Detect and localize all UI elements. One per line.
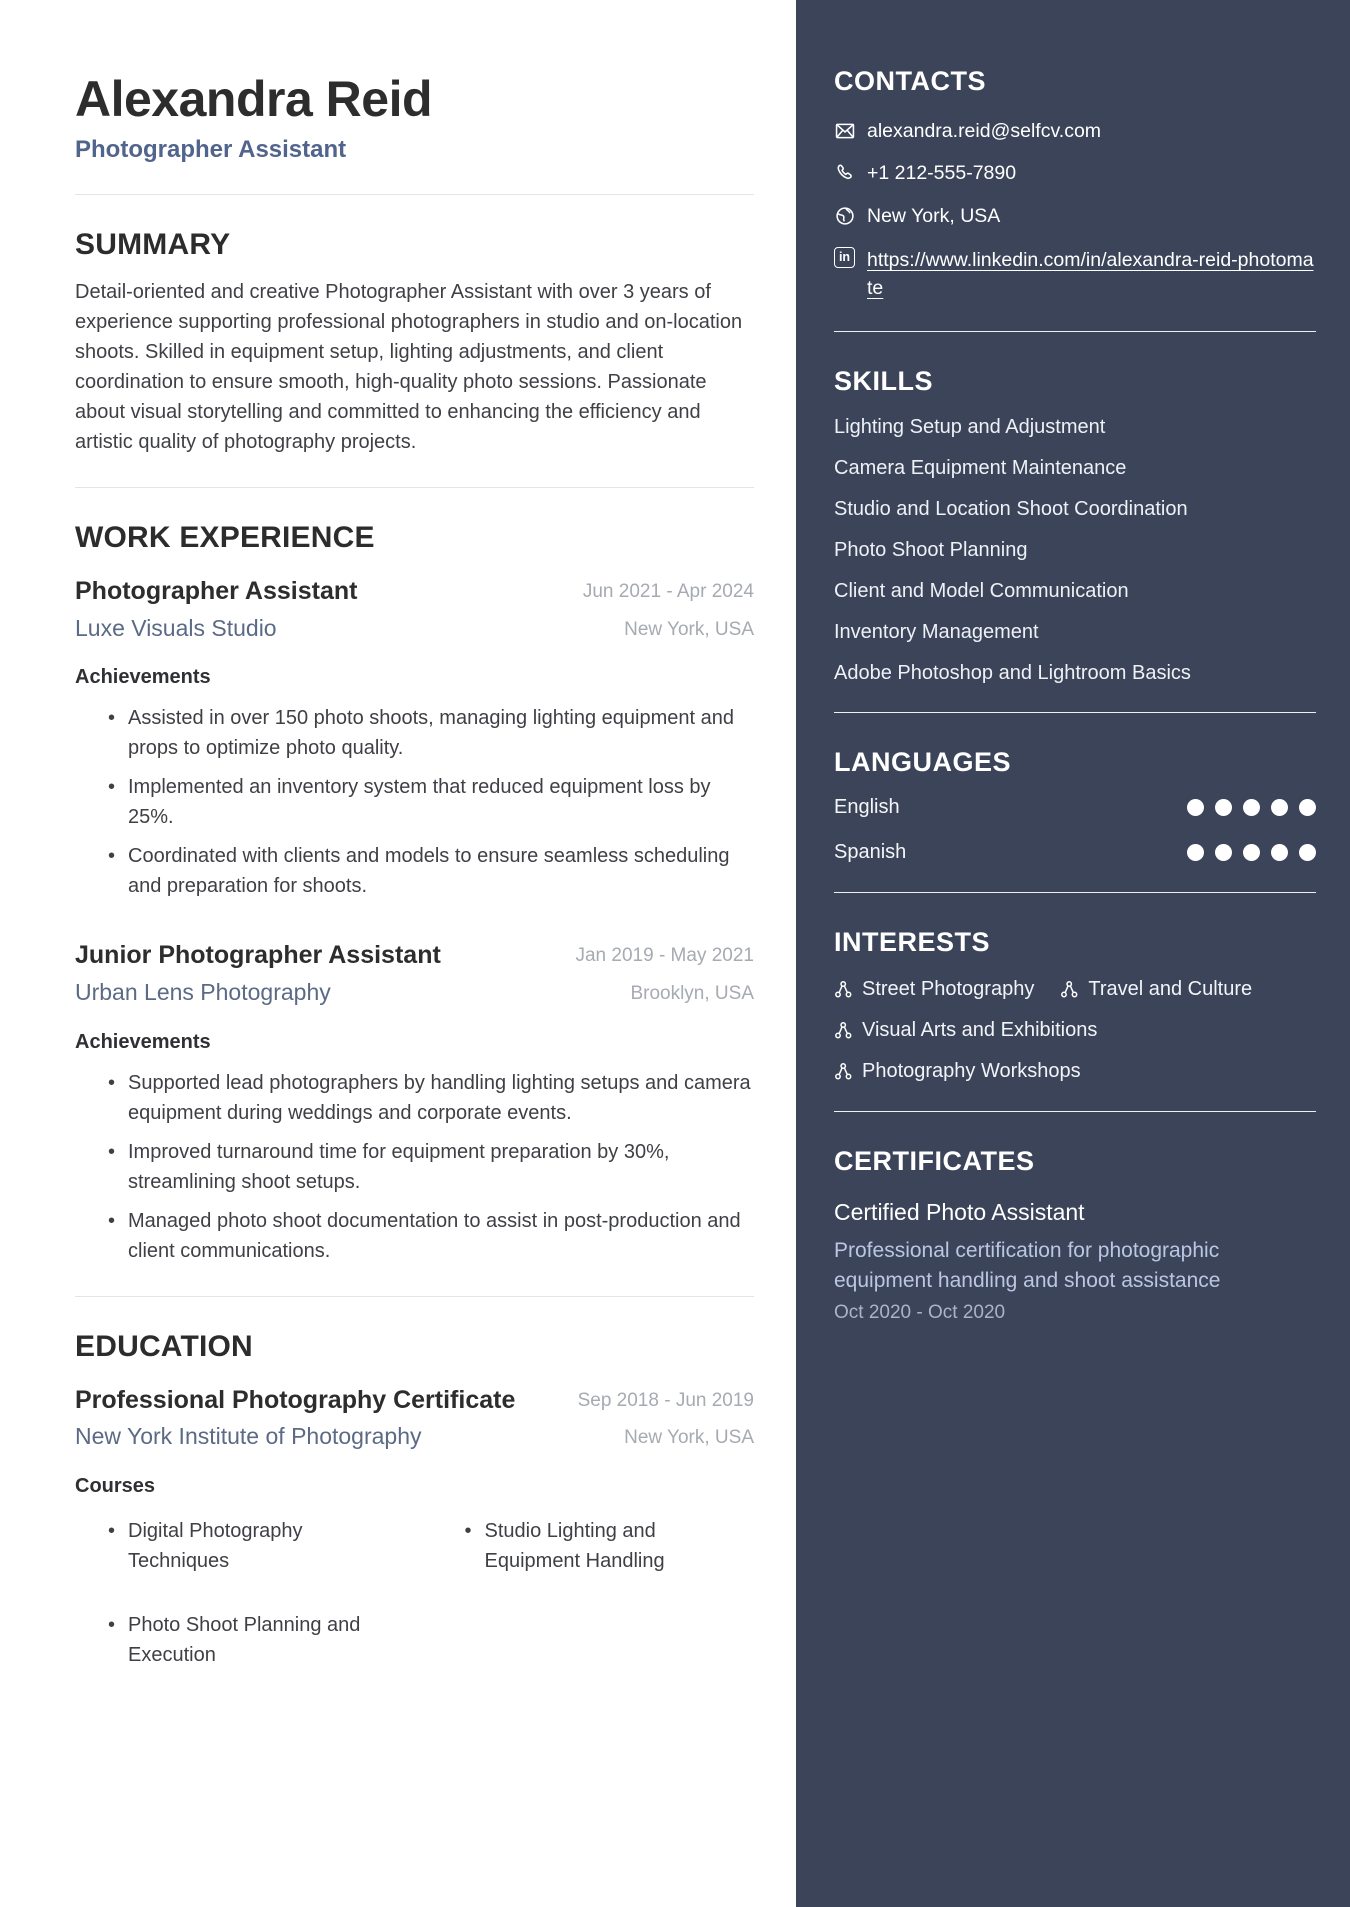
contact-phone-row [834,161,1316,186]
level-dot [1271,799,1288,816]
level-dot [1299,799,1316,816]
job-company: Luxe Visuals Studio [75,614,277,641]
interests-heading: INTERESTS [834,926,991,957]
divider [75,1296,754,1297]
skill-item: Photo Shoot Planning [834,538,1028,561]
skills-heading: SKILLS [834,365,934,396]
job-dates: Jun 2021 - Apr 2024 [582,581,754,602]
achievements-list [75,1068,754,1266]
summary-text: Detail-oriented and creative Photographer Assistant with over 3 years of experience supporting professional photographers in studio and on-location shoots. Skilled in equipment setup, lighting adjustments, and client coordination to ensure smooth, high-quality photo sessions. Passionate about visual storytelling and committed to enhancing the efficiency and artistic quality of photography projects. [75,281,743,453]
interest-list [834,978,1304,1083]
divider [75,487,754,488]
divider [834,892,1316,893]
summary-section [75,228,754,457]
job-entry [75,939,754,1265]
achievement-item: • Supported lead photographers by handling lighting setups and camera equipment during weddings and corporate events. [75,1068,754,1128]
job-header [75,939,754,1006]
courses-label: Courses [75,1474,156,1497]
contacts-section [834,66,1316,303]
language-row [834,796,1316,819]
certificate-description: Professional certification for photographic equipment handling and shoot assistance [834,1238,1221,1292]
linkedin-link[interactable]: https://www.linkedin.com/in/alexandra-reid-photomate [867,249,1314,300]
summary-heading: SUMMARY [75,228,231,261]
person-name: Alexandra Reid [75,71,433,127]
divider [834,712,1316,713]
skill-item: Adobe Photoshop and Lightroom Basics [834,661,1191,684]
contacts-heading: CONTACTS [834,66,986,96]
job-location: New York, USA [624,618,754,640]
interest-label: Photography Workshops [862,1059,1081,1082]
achievement-item: • Implemented an inventory system that reduced equipment loss by 25%. [75,772,754,832]
job-meta [575,939,754,1006]
level-dot [1243,799,1260,816]
achievements-label: Achievements [75,666,211,689]
skill-item: Lighting Setup and Adjustment [834,415,1106,438]
interests-section [834,927,1316,1083]
level-dot [1187,844,1204,861]
courses-list [432,1516,755,1576]
work-experience-section [75,521,754,1266]
interest-label: Travel and Culture [1088,977,1253,1000]
skill-item: Inventory Management [834,620,1039,643]
achievements-list [75,703,754,901]
level-dot [1215,844,1232,861]
achievements-label: Achievements [75,1030,211,1053]
certificate-entry [834,1199,1316,1325]
skill-item: Camera Equipment Maintenance [834,456,1127,479]
interest-network-icon [1060,980,1079,999]
languages-heading: LANGUAGES [834,746,1012,777]
achievement-item: • Improved turnaround time for equipment preparation by 30%, streamlining shoot setups. [75,1137,754,1197]
divider [75,194,754,195]
job-title-block [75,939,441,1006]
contact-email-row [834,119,1316,144]
achievement-item: • Coordinated with clients and models to ensure seamless scheduling and preparation for shoots. [75,841,754,901]
level-dot [1215,799,1232,816]
interest-item [1060,978,1252,1001]
job-header [75,575,754,642]
email-icon [834,120,856,142]
education-location: New York, USA [624,1427,754,1449]
job-company: Urban Lens Photography [75,978,331,1005]
education-meta [578,1384,754,1451]
language-name: Spanish [834,840,907,863]
job-location: Brooklyn, USA [630,982,754,1004]
sidebar [796,0,1350,1907]
contact-list [834,119,1316,303]
degree-title: Professional Photography Certificate [75,1385,516,1414]
divider [834,1111,1316,1112]
courses-columns [75,1502,754,1704]
skills-section [834,366,1316,684]
skill-item: Client and Model Communication [834,579,1129,602]
language-level-dots [1187,799,1316,816]
certificates-heading: CERTIFICATES [834,1145,1035,1176]
globe-icon [834,205,856,227]
certificate-name: Certified Photo Assistant [834,1198,1085,1225]
job-entry [75,575,754,901]
language-name: English [834,795,900,818]
education-section [75,1330,754,1704]
school-name: New York Institute of Photography [75,1423,422,1450]
job-title-block [75,575,357,642]
job-title: Photographer Assistant [75,577,358,605]
contact-email: alexandra.reid@selfcv.com [867,120,1102,142]
education-header [75,1384,754,1451]
interest-label: Visual Arts and Exhibitions [862,1018,1098,1041]
skill-item: Studio and Location Shoot Coordination [834,497,1188,520]
languages-section [834,747,1316,864]
education-heading: EDUCATION [75,1329,253,1363]
interest-network-icon [834,1021,853,1040]
level-dot [1243,844,1260,861]
course-item: • Studio Lighting and Equipment Handling [432,1516,755,1576]
skill-list [834,417,1316,684]
level-dot [1187,799,1204,816]
language-level-dots [1187,844,1316,861]
education-dates: Sep 2018 - Jun 2019 [577,1389,754,1411]
education-title-block [75,1384,515,1451]
course-item: • Digital Photography Techniques [75,1516,398,1576]
contact-linkedin-row [834,246,1316,303]
certificate-dates: Oct 2020 - Oct 2020 [834,1302,1006,1324]
phone-icon [834,162,856,184]
interest-label: Street Photography [862,977,1035,1000]
contact-location: New York, USA [867,204,1001,227]
interest-item [834,1060,1081,1083]
job-meta [583,575,754,642]
job-dates: Jan 2019 - May 2021 [575,945,754,967]
courses-column-1 [75,1502,398,1704]
interest-network-icon [834,1062,853,1081]
course-item: • Photo Shoot Planning and Execution [75,1610,398,1670]
achievement-item: • Assisted in over 150 photo shoots, managing lighting equipment and props to optimize photo quality. [75,703,754,763]
work-experience-heading: WORK EXPERIENCE [75,521,375,554]
language-row [834,841,1316,864]
courses-column-2 [432,1502,755,1704]
job-title: Junior Photographer Assistant [75,941,441,970]
interest-network-icon [834,980,853,999]
divider [834,331,1316,332]
person-job-title: Photographer Assistant [75,136,347,163]
level-dot [1299,844,1316,861]
interest-item [834,1019,1097,1042]
achievement-item: • Managed photo shoot documentation to assist in post-production and client communications. [75,1206,754,1266]
education-entry [75,1384,754,1704]
courses-list [75,1516,398,1670]
resume-header [75,72,754,164]
linkedin-icon: in [834,247,856,269]
certificates-section [834,1146,1316,1325]
language-list [834,796,1316,864]
interest-item [834,978,1034,1001]
level-dot [1271,844,1288,861]
contact-location-row [834,204,1316,229]
contact-phone: +1 212-555-7890 [867,162,1017,185]
